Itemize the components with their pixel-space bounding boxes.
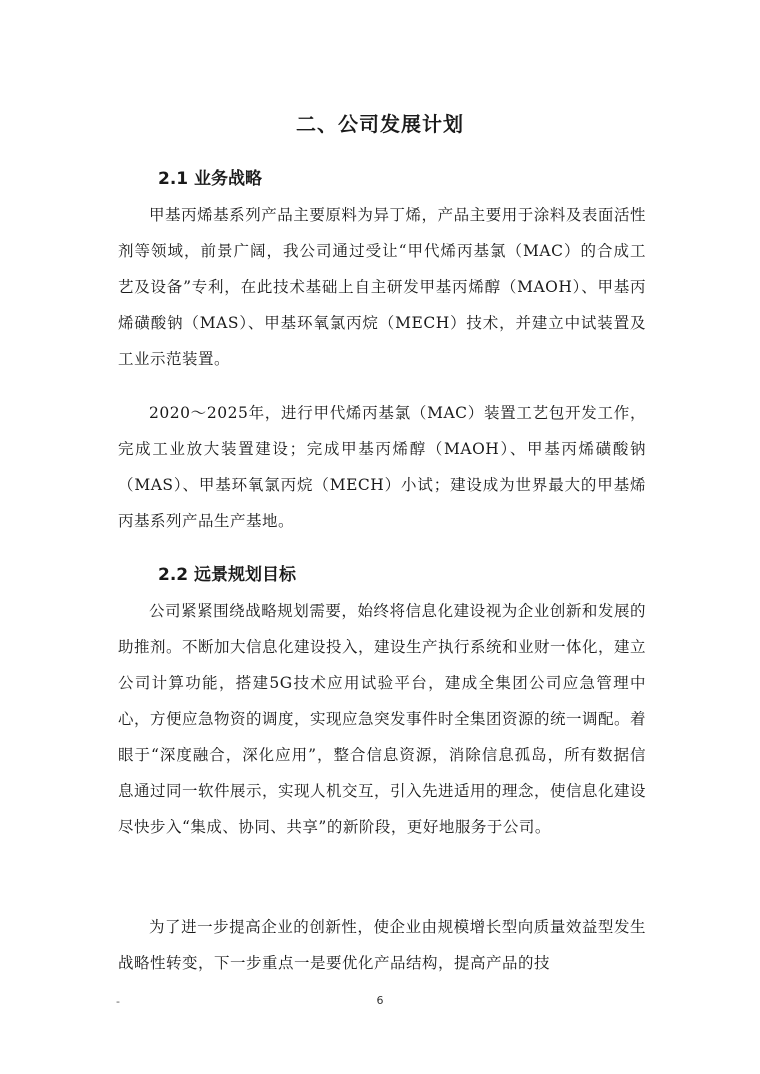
section-heading-business-strategy: 2.1 业务战略 — [158, 169, 263, 189]
section-heading-vision-goals: 2.2 远景规划目标 — [158, 565, 297, 585]
page-title: 二、公司发展计划 — [296, 112, 464, 136]
footer-dash: - — [116, 995, 120, 1008]
paragraph-business-strategy-2: 2020～2025年，进行甲代烯丙基氯（MAC）装置工艺包开发工作，完成工业放大装置建设；完成甲基丙烯醇（MAOH）、甲基丙烯磺酸钠（MAS）、甲基环氧氯丙烷（MECH）小试；建设成为世界最大的甲基烯丙基系列产品生产基地。 — [118, 404, 646, 530]
paragraph-vision-goals-1: 公司紧紧围绕战略规划需要，始终将信息化建设视为企业创新和发展的助推剂。不断加大信息化建设投入，建设生产执行系统和业财一体化，建立公司计算功能，搭建5G技术应用试验平台，建成全集团公司应急管理中心，方便应急物资的调度，实现应急突发事件时全集团资源的统一调配。着眼于“深度融合，深化应用”，整合信息资源，消除信息孤岛，所有数据信息通过同一软件展示，实现人机交互，引入先进适用的理念，使信息化建设尽快步入“集成、协同、共享”的新阶段，更好地服务于公司。 — [118, 602, 647, 836]
paragraph-vision-goals-2: 为了进一步提高企业的创新性，使企业由规模增长型向质量效益型发生战略性转变，下一步重点一是要优化产品结构，提高产品的技 — [118, 918, 646, 972]
paragraph-business-strategy-1: 甲基丙烯基系列产品主要原料为异丁烯，产品主要用于涂料及表面活性剂等领域，前景广阔，我公司通过受让“甲代烯丙基氯（MAC）的合成工艺及设备”专利，在此技术基础上自主研发甲基丙烯醇（MAOH）、甲基丙烯磺酸钠（MAS）、甲基环氧氯丙烷（MECH）技术，并建立中试装置及工业示范装置。 — [118, 206, 646, 368]
page-number: 6 — [376, 994, 384, 1007]
